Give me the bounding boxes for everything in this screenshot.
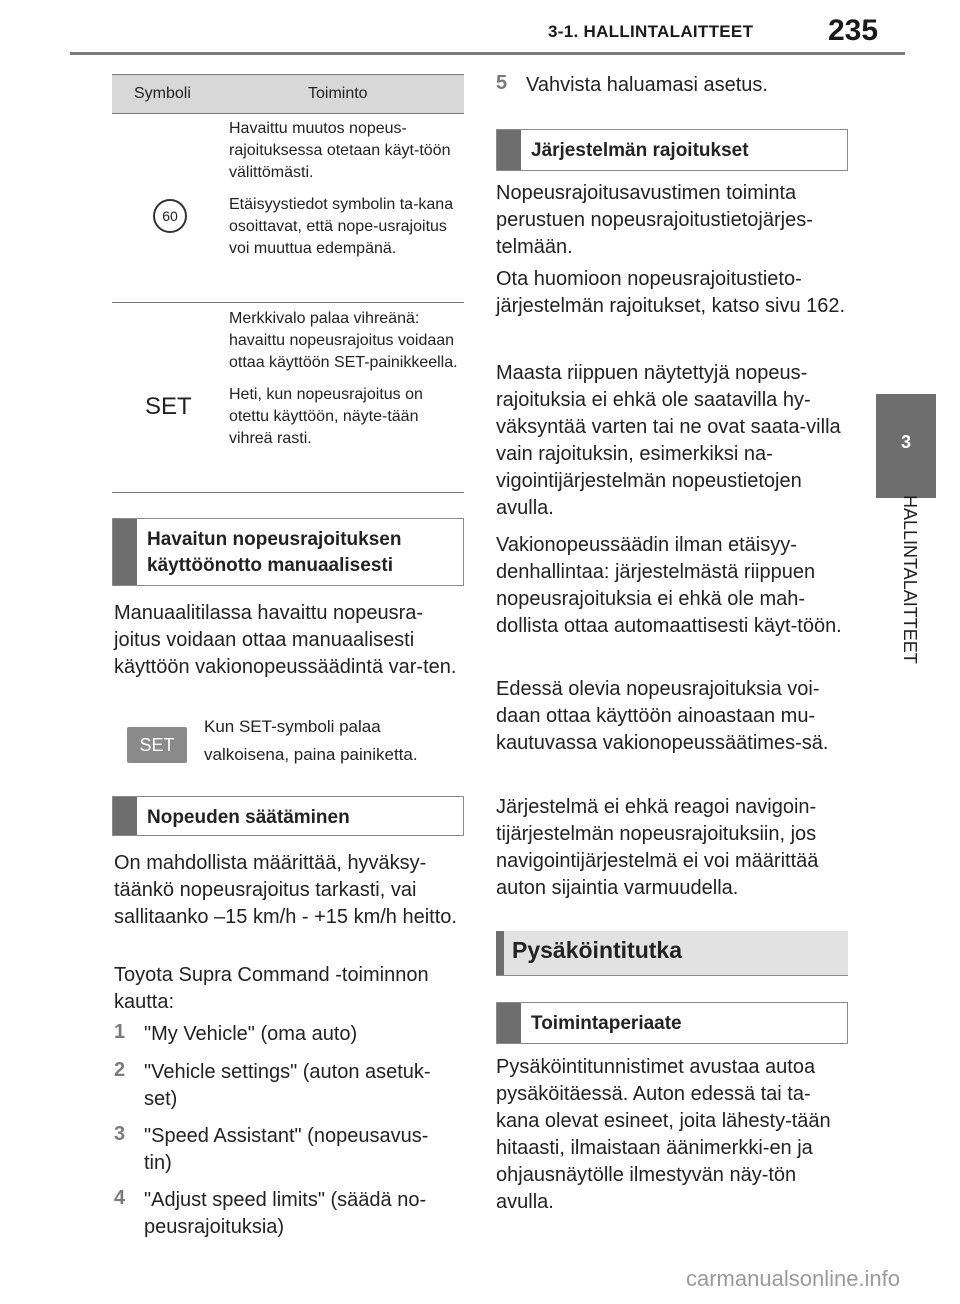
heading-system-limits bbox=[496, 129, 848, 171]
col-symbol-header: Symboli bbox=[134, 85, 191, 102]
step-text: "Speed Assistant" (nopeusavus-tin) bbox=[144, 1125, 429, 1174]
step-text: "My Vehicle" (oma auto) bbox=[144, 1023, 358, 1045]
heading-bar bbox=[496, 931, 504, 975]
table-cell-text: Merkkivalo palaa vihreänä: havaittu nopeusrajoitus voidaan ottaa käyttöön SET-painikkeella. bbox=[229, 310, 458, 371]
heading-manual-activation bbox=[112, 518, 464, 586]
table-cell-text: Heti, kun nopeusrajoitus on otettu käyttöön, näyte-tään vihreä rasti. bbox=[229, 386, 423, 447]
chapter-number: 3 bbox=[900, 432, 911, 452]
paragraph-parking: Pysäköintitunnistimet avustaa autoa pysäköitäessä. Auton edessä tai ta-kana olevat esineet, joita lähesty-tään hitaasti, ilmaistaan äänimerkki-en ja ohjausnäytölle ilmestyvän näy-tön avulla. bbox=[496, 1056, 831, 1213]
step-text: "Vehicle settings" (auton asetuk-set) bbox=[144, 1061, 431, 1110]
page-number: 235 bbox=[828, 14, 879, 47]
table-row-divider bbox=[112, 302, 464, 303]
heading-bar bbox=[113, 519, 137, 585]
heading-bar bbox=[497, 1003, 521, 1043]
step-number: 2 bbox=[114, 1059, 126, 1081]
table-header bbox=[112, 74, 464, 114]
speed-limit-60-icon: 60 bbox=[153, 199, 187, 233]
set-symbol-icon: SET bbox=[145, 393, 192, 420]
heading-bar bbox=[113, 797, 137, 835]
header-rule bbox=[70, 52, 905, 55]
paragraph-limits-4: Vakionopeussäädin ilman etäisyy-denhallintaa: järjestelmästä riippuen nopeusrajoituksia ei ehkä ole mah-dollista ottaa automaattisesti käyt-töön. bbox=[496, 534, 842, 637]
step-number: 4 bbox=[114, 1187, 126, 1209]
heading-text: Pysäköintitutka bbox=[512, 937, 682, 963]
chapter-tab bbox=[876, 394, 936, 498]
heading-text: Havaitun nopeusrajoituksen käyttöönotto manuaalisesti bbox=[147, 529, 402, 576]
chapter-label: HALLINTALAITTEET bbox=[900, 495, 920, 664]
heading-text: Järjestelmän rajoitukset bbox=[531, 140, 749, 161]
heading-bar bbox=[497, 130, 521, 170]
step-number: 5 bbox=[496, 72, 508, 94]
paragraph-limits-3: Maasta riippuen näytettyjä nopeus-rajoituksia ei ehkä ole saatavilla hy-väksyntää varten tai ne ovat saata-villa vain rajoituksin, esimerkiksi na-vigointijärjestelmän nopeustietojen avulla. bbox=[496, 362, 841, 519]
paragraph-limits-5: Edessä olevia nopeusrajoituksia voi-daan ottaa käyttöön ainoastaan mu-kautuvassa vakionopeussäätimes-sä. bbox=[496, 678, 829, 754]
step-text: "Adjust speed limits" (säädä no-peusrajoituksia) bbox=[144, 1189, 427, 1238]
heading-speed-adjust bbox=[112, 796, 464, 836]
paragraph-limits-2: Ota huomioon nopeusrajoitustieto-järjestelmän rajoitukset, katso sivu 162. bbox=[496, 268, 846, 317]
paragraph-limits-1: Nopeusrajoitusavustimen toiminta perustuen nopeusrajoitustietojärjes-telmään. bbox=[496, 182, 813, 258]
step-number: 3 bbox=[114, 1123, 126, 1145]
heading-text: Toimintaperiaate bbox=[531, 1013, 682, 1034]
section-title: 3-1. HALLINTALAITTEET bbox=[548, 22, 754, 41]
paragraph-limits-6: Järjestelmä ei ehkä reagoi navigoin-tijärjestelmän nopeusrajoituksiin, jos navigointijärjestelmä ei voi määrittää auton sijaintia varmuudella. bbox=[496, 796, 819, 899]
heading-operating-principle bbox=[496, 1002, 848, 1044]
col-function-header: Toiminto bbox=[308, 85, 368, 102]
paragraph-manual: Manuaalitilassa havaittu nopeusra-joitus voidaan ottaa manuaalisesti käyttöön vakionopeussäädintä var-ten. bbox=[114, 602, 457, 678]
watermark: carmanualsonline.info bbox=[686, 1266, 901, 1291]
table-cell-text: Havaittu muutos nopeus-rajoituksessa otetaan käyt-töön välittömästi. bbox=[229, 120, 451, 181]
heading-parking-sensors bbox=[496, 931, 848, 976]
table-cell-text: Etäisyystiedot symbolin ta-kana osoittavat, että nope-usrajoitus voi muuttua edempänä. bbox=[229, 196, 454, 257]
heading-text: Nopeuden säätäminen bbox=[147, 807, 350, 828]
table-row-1-function bbox=[229, 118, 461, 270]
set-button-description: Kun SET-symboli palaa valkoisena, paina painiketta. bbox=[204, 717, 418, 764]
step-text: Vahvista haluamasi asetus. bbox=[526, 74, 768, 96]
paragraph-adjust: On mahdollista määrittää, hyväksy-täänkö nopeusrajoitus tarkasti, vai sallitaanko –15 km/h - +15 km/h heitto. bbox=[114, 852, 457, 928]
table-bottom-rule bbox=[112, 492, 464, 493]
table-row-2-function bbox=[229, 308, 461, 460]
set-button-icon: SET bbox=[127, 727, 187, 763]
step-number: 1 bbox=[114, 1021, 126, 1043]
paragraph-via-command: Toyota Supra Command -toiminnon kautta: bbox=[114, 964, 429, 1013]
